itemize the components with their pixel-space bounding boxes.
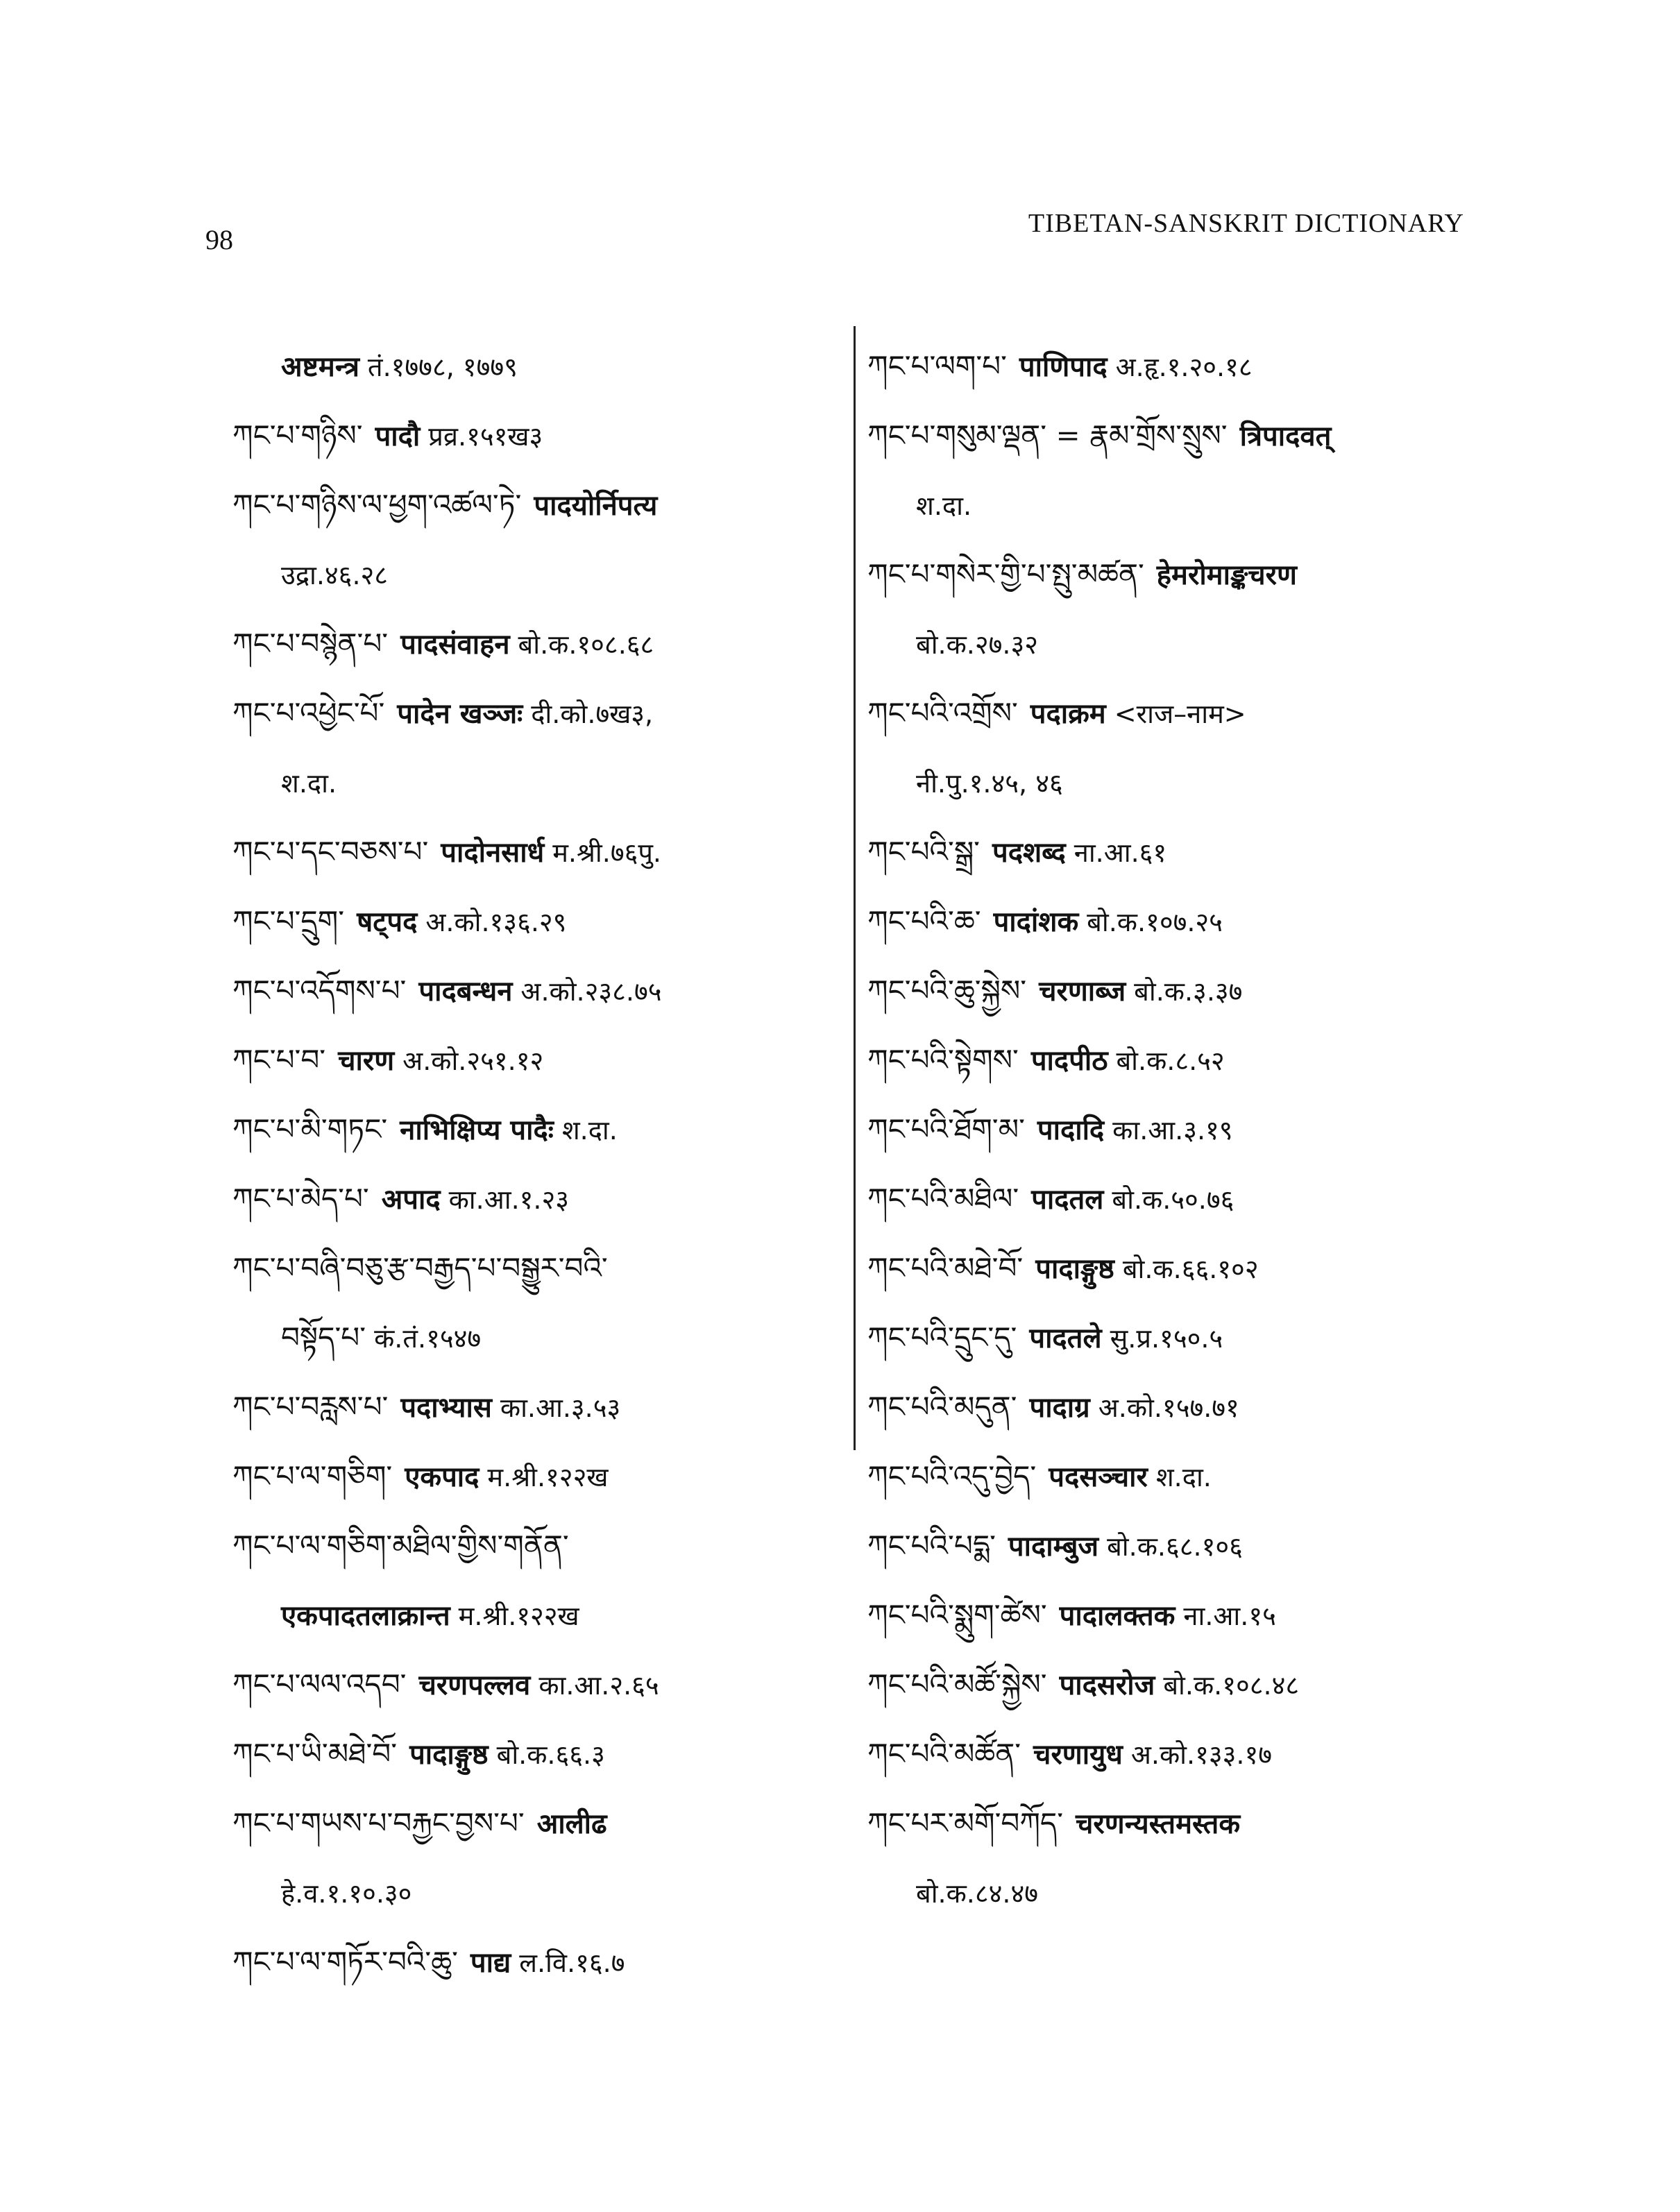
dictionary-entry — [232, 1026, 829, 1095]
source-reference: ल.वि.१६.७ — [519, 1948, 625, 1978]
sanskrit-equivalent: त्रिपादवत् — [1239, 420, 1332, 452]
tibetan-headword: ཀང་པ་གཉིས་ལ་ཕྱག་འཚལ་ཏེ་ — [232, 488, 522, 522]
source-reference: दी.को.७ख३, — [531, 699, 654, 729]
source-reference: का.आ.३.१९ — [1112, 1115, 1233, 1146]
source-reference: अ.हृ.१.२०.१८ — [1115, 352, 1253, 382]
source-reference: बो.क.१०७.२५ — [1087, 907, 1223, 937]
dictionary-entry — [867, 1650, 1478, 1719]
source-reference: बो.क.५०.७६ — [1112, 1184, 1234, 1215]
tibetan-headword: ཀང་པའི་དྲུང་དུ་ — [867, 1320, 1017, 1354]
tibetan-headword: ཀང་པའི་མཚོ་སྐྱེས་ — [867, 1667, 1047, 1701]
tibetan-headword: ཀང་པའི་ཆ་ — [867, 904, 981, 938]
sanskrit-equivalent: आलीढ — [536, 1808, 607, 1840]
sanskrit-equivalent: अपाद — [381, 1184, 441, 1216]
sanskrit-equivalent: पादपीठ — [1030, 1045, 1108, 1077]
sanskrit-equivalent: पादाम्बुज — [1008, 1531, 1099, 1563]
sanskrit-equivalent: पादतल — [1031, 1184, 1104, 1216]
sanskrit-equivalent: चरणन्यस्तमस्तक — [1076, 1808, 1241, 1840]
dictionary-entry — [867, 1303, 1478, 1372]
dictionary-entry — [232, 887, 829, 956]
sanskrit-equivalent: पदाभ्यास — [400, 1392, 492, 1424]
source-reference: बो.क.६८.१०६ — [1107, 1531, 1243, 1562]
dictionary-entry — [867, 1234, 1478, 1303]
dictionary-entry — [232, 609, 829, 679]
dictionary-entry — [867, 1026, 1478, 1095]
sanskrit-equivalent: एकपादतलाक्रान्त — [281, 1600, 450, 1632]
source-reference: श.दा. — [916, 491, 972, 521]
dictionary-entry — [867, 1581, 1478, 1650]
tibetan-headword: ཀང་པ་མེད་པ་ — [232, 1182, 369, 1216]
column-divider — [854, 326, 856, 1450]
source-reference: श.दा. — [281, 768, 337, 799]
tibetan-headword: ཀང་པའི་པདྨ་ — [867, 1529, 996, 1563]
tibetan-headword: ཀང་པ་དང་བཅས་པ་ — [232, 835, 429, 869]
source-reference: बो.क.१०८.६८ — [518, 629, 654, 660]
tibetan-headword: ཀང་པ་འཕྱེང་པོ་ — [232, 696, 385, 730]
dictionary-entry — [867, 1511, 1478, 1581]
sanskrit-equivalent: पदशब्द — [992, 837, 1066, 869]
source-reference: श.दा. — [561, 1115, 618, 1146]
page-number: 98 — [205, 224, 233, 255]
source-reference: अ.को.१३६.२९ — [425, 907, 567, 937]
source-reference: कं.तं.१५४७ — [374, 1323, 482, 1354]
dictionary-entry — [867, 401, 1478, 470]
dictionary-entry — [867, 1442, 1478, 1511]
tibetan-headword: ཀང་པ་བརླས་པ་ — [232, 1390, 389, 1424]
source-reference: का.आ.१.२३ — [448, 1184, 570, 1215]
tibetan-headword: ཀང་པ་གསེར་གྱི་པ་སྤུ་མཚན་ — [867, 557, 1144, 591]
sanskrit-equivalent: चरणाब्ज — [1039, 976, 1126, 1007]
source-reference: बो.क.६६.१०२ — [1122, 1254, 1259, 1284]
tibetan-headword: ཀང་པ་བ་ — [232, 1043, 326, 1077]
sanskrit-equivalent: पदाक्रम — [1030, 698, 1106, 730]
sanskrit-equivalent: पादयोर्निपत्य — [534, 490, 658, 522]
dictionary-entry — [867, 1164, 1478, 1234]
dictionary-entry — [867, 540, 1478, 609]
source-reference: अ.को.२५१.१२ — [402, 1046, 544, 1076]
right-column — [867, 332, 1478, 1928]
source-reference: श.दा. — [1155, 1462, 1212, 1492]
tibetan-headword: ཀང་པ་འདོགས་པ་ — [232, 973, 407, 1007]
source-reference: प्रव्र.१५१ख३ — [428, 421, 543, 452]
entry-continuation — [232, 1581, 829, 1650]
dictionary-entry — [867, 887, 1478, 956]
sanskrit-equivalent: पादतले — [1029, 1322, 1102, 1354]
sanskrit-equivalent: पादसंवाहन — [400, 629, 510, 661]
tibetan-headword: ཀང་པའི་ཆུ་སྐྱེས་ — [867, 973, 1027, 1007]
tibetan-headword: ཀང་པ་ལ་གཅིག་མཐིལ་གྱིས་གནོན་ — [232, 1529, 569, 1563]
dictionary-entry — [232, 1719, 829, 1789]
sanskrit-equivalent: चरणपल्लव — [418, 1669, 531, 1701]
dictionary-entry — [232, 956, 829, 1026]
sanskrit-equivalent: पादेन खञ्जः — [397, 698, 523, 730]
entry-continuation — [232, 540, 829, 609]
tibetan-headword: ཀང་པར་མགོ་བཀོད་ — [867, 1806, 1064, 1840]
sanskrit-equivalent: पादादि — [1037, 1114, 1105, 1146]
sanskrit-equivalent: अष्टमन्त्र — [281, 351, 359, 383]
tibetan-headword: ཀང་པའི་མཐིལ་ — [867, 1182, 1019, 1216]
sanskrit-equivalent: पादालक्तक — [1059, 1600, 1176, 1632]
tibetan-headword: ཀང་པའི་མདུན་ — [867, 1390, 1017, 1424]
tibetan-headword: ཀང་པ་གསུམ་ལྡན་ = རྣམ་གྲོས་སྲུས་ — [867, 418, 1228, 452]
source-reference: ना.आ.६१ — [1074, 837, 1167, 868]
dictionary-entry — [232, 1372, 829, 1442]
tibetan-headword: ཀང་པའི་སྨུག་ཚེས་ — [867, 1598, 1047, 1632]
source-reference: बो.क.६६.३ — [496, 1739, 605, 1770]
tibetan-headword: ཀང་པའི་ཐོག་མ་ — [867, 1112, 1025, 1146]
sanskrit-equivalent: एकपाद — [405, 1461, 480, 1493]
source-reference: का.आ.२.६५ — [538, 1670, 659, 1701]
dictionary-entry — [232, 470, 829, 540]
sanskrit-equivalent: चरणायुध — [1033, 1739, 1123, 1771]
dictionary-entry — [867, 332, 1478, 401]
sanskrit-equivalent: चारण — [338, 1045, 395, 1077]
source-reference: म.श्री.७६पु. — [552, 837, 661, 868]
dictionary-entry — [867, 817, 1478, 887]
tibetan-headword: ཀང་པ་ལག་པ་ — [867, 349, 1007, 383]
tibetan-headword: ཀང་པ་ལལ་འདབ་ — [232, 1667, 407, 1701]
dictionary-entry — [867, 1372, 1478, 1442]
source-reference: म.श्री.१२२ख — [487, 1462, 609, 1492]
source-reference: बो.क.८४.४७ — [916, 1878, 1039, 1909]
sanskrit-equivalent: पदसञ्चार — [1049, 1461, 1148, 1493]
dictionary-entry — [232, 1511, 829, 1581]
source-reference: <राज–नाम> — [1114, 699, 1246, 729]
dictionary-entry — [867, 1095, 1478, 1164]
source-reference: बो.क.८.५२ — [1116, 1046, 1225, 1076]
running-head: TIBETAN-SANSKRIT DICTIONARY — [1028, 209, 1464, 238]
tibetan-headword: ཀང་པའི་མཚོན་ — [867, 1737, 1021, 1771]
tibetan-headword: ཀང་པའི་འགྲོས་ — [867, 696, 1018, 730]
tibetan-headword: ཀང་པ་བཞི་བཅུ་རྩ་བརྒྱད་པ་བསྒྱུར་བའི་ — [232, 1251, 608, 1285]
source-reference: म.श्री.१२२ख — [458, 1601, 579, 1631]
sanskrit-equivalent: पादबन्धन — [418, 976, 513, 1007]
dictionary-entry — [232, 1095, 829, 1164]
tibetan-headword: ཀང་པ་དྲུག་ — [232, 904, 345, 938]
source-reference: अ.को.१३३.१७ — [1130, 1739, 1272, 1770]
entry-continuation — [867, 748, 1478, 817]
entry-continuation — [232, 332, 829, 401]
dictionary-entry — [232, 1234, 829, 1303]
source-reference: सु.प्र.१५०.५ — [1110, 1323, 1223, 1354]
entry-continuation — [232, 748, 829, 817]
tibetan-headword: ཀང་པ་གཉིས་ — [232, 418, 363, 452]
sanskrit-equivalent: पादौ — [375, 420, 421, 452]
source-reference: नी.पु.१.४५, ४६ — [916, 768, 1063, 799]
tibetan-headword: ཀང་པའི་མཐེ་བོ་ — [867, 1251, 1024, 1285]
tibetan-headword: ཀང་པའི་སྒྲ་ — [867, 835, 980, 869]
dictionary-entry — [232, 1164, 829, 1234]
tibetan-headword: ཀང་པ་མི་གཏང་ — [232, 1112, 388, 1146]
dictionary-entry — [232, 1789, 829, 1858]
sanskrit-equivalent: पादोनसार्ध — [441, 837, 545, 869]
source-reference: बो.क.२७.३२ — [916, 629, 1039, 660]
dictionary-entry — [867, 1719, 1478, 1789]
sanskrit-equivalent: पाद्य — [470, 1947, 511, 1979]
source-reference: बो.क.१०८.४८ — [1163, 1670, 1300, 1701]
entry-continuation — [867, 609, 1478, 679]
tibetan-headword: ཀང་པ་ལ་གཅིག་ — [232, 1459, 393, 1493]
tibetan-headword: བསྟོད་པ་ — [281, 1320, 366, 1354]
dictionary-entry — [232, 1650, 829, 1719]
dictionary-entry — [232, 679, 829, 748]
sanskrit-equivalent: पाणिपाद — [1019, 351, 1108, 383]
entry-continuation — [867, 470, 1478, 540]
source-reference: का.आ.३.५३ — [500, 1393, 621, 1423]
dictionary-entry — [232, 401, 829, 470]
dictionary-entry — [232, 1442, 829, 1511]
tibetan-headword: ཀང་པ་ཡི་མཐེ་བོ་ — [232, 1737, 398, 1771]
dictionary-entry — [867, 679, 1478, 748]
dictionary-entry — [867, 1789, 1478, 1858]
tibetan-headword: ཀང་པ་བསྙེན་པ་ — [232, 627, 389, 661]
source-reference: तं.१७७८, १७७९ — [367, 352, 518, 382]
dictionary-entry — [232, 1928, 829, 1997]
tibetan-headword: ཀང་པ་གཡས་པ་བརྐྱང་བྱས་པ་ — [232, 1806, 525, 1840]
sanskrit-equivalent: पादसरोज — [1059, 1669, 1155, 1701]
left-column — [232, 332, 829, 1997]
source-reference: उद्रा.४६.२८ — [281, 560, 389, 590]
sanskrit-equivalent: हेमरोमाङ्कचरण — [1156, 559, 1297, 591]
source-reference: ना.आ.१५ — [1183, 1601, 1276, 1631]
dictionary-entry — [867, 956, 1478, 1026]
sanskrit-equivalent: पादाङ्गुष्ठ — [409, 1739, 489, 1771]
sanskrit-equivalent: पादाङ्गुष्ठ — [1035, 1253, 1114, 1285]
sanskrit-equivalent: पादांशक — [993, 906, 1079, 938]
entry-continuation — [232, 1303, 829, 1372]
tibetan-headword: ཀང་པའི་འདུ་བྱེད་ — [867, 1459, 1037, 1493]
source-reference: अ.को.१५७.७१ — [1098, 1393, 1239, 1423]
sanskrit-equivalent: नाभिक्षिप्य पादैः — [400, 1114, 554, 1146]
entry-continuation — [232, 1858, 829, 1928]
dictionary-entry — [232, 817, 829, 887]
source-reference: अ.को.२३८.७५ — [520, 976, 662, 1007]
source-reference: हे.व.१.१०.३० — [281, 1878, 412, 1909]
tibetan-headword: ཀང་པ་ལ་གཏོར་བའི་ཆུ་ — [232, 1945, 458, 1979]
entry-continuation — [867, 1858, 1478, 1928]
source-reference: बो.क.३.३७ — [1134, 976, 1243, 1007]
tibetan-headword: ཀང་པའི་སྟེགས་ — [867, 1043, 1019, 1077]
sanskrit-equivalent: षट्पद — [357, 906, 418, 938]
sanskrit-equivalent: पादाग्र — [1029, 1392, 1090, 1424]
